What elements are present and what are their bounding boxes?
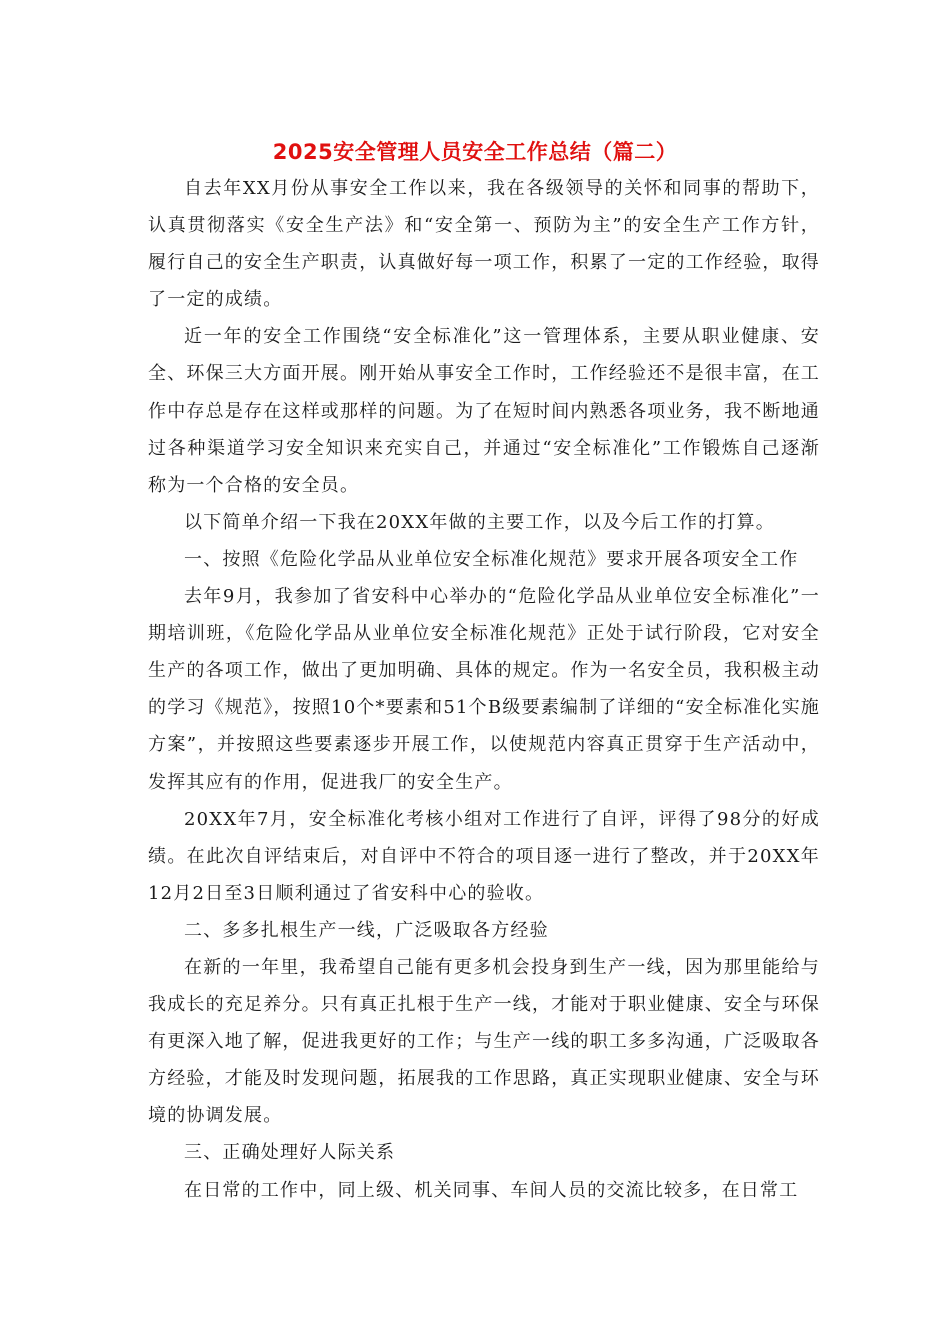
paragraph-frontline: 在新的一年里，我希望自己能有更多机会投身到生产一线，因为那里能给与我成长的充足养分。只有真正扎根于生产一线，才能对于职业健康、安全与环保有更深入地了解，促进我更好的工作；与生产一线的职工多多沟通，广泛吸取各方经验，才能及时发现问题，拓展我的工作思路，真正实现职业健康、安全与环境的协调发展。 [148, 956, 820, 1127]
paragraph-intro: 自去年XX月份从事安全工作以来，我在各级领导的关怀和同事的帮助下，认真贯彻落实《安全生产法》和“安全第一、预防为主”的安全生产工作方针，履行自己的安全生产职责，认真做好每一项工作，积累了一定的工作经验，取得了一定的成绩。 [148, 178, 820, 311]
section-heading-2: 二、多多扎根生产一线，广泛吸取各方经验 [184, 919, 549, 941]
paragraph-summary-lead: 以下简单介绍一下我在20XX年做的主要工作，以及今后工作的打算。 [184, 511, 775, 533]
document-body [148, 170, 820, 1209]
section-heading-1: 一、按照《危险化学品从业单位安全标准化规范》要求开展各项安全工作 [184, 548, 799, 570]
paragraph-overview: 近一年的安全工作围绕“安全标准化”这一管理体系，主要从职业健康、安全、环保三大方面开展。刚开始从事安全工作时，工作经验还不是很丰富，在工作中存总是存在这样或那样的问题。为了在短时间内熟悉各项业务，我不断地通过各种渠道学习安全知识来充实自己，并通过“安全标准化”工作锻炼自己逐渐称为一个合格的安全员。 [148, 326, 820, 496]
paragraph-relations: 在日常的工作中，同上级、机关同事、车间人员的交流比较多，在日常工 [184, 1179, 799, 1201]
section-heading-3: 三、正确处理好人际关系 [184, 1142, 396, 1164]
paragraph-evaluation: 20XX年7月，安全标准化考核小组对工作进行了自评，评得了98分的好成绩。在此次自评结束后，对自评中不符合的项目逐一进行了整改，并于20XX年12月2日至3日顺利通过了省安科中心的验收。 [148, 808, 820, 904]
paragraph-training: 去年9月，我参加了省安科中心举办的“危险化学品从业单位安全标准化”一期培训班，《危险化学品从业单位安全标准化规范》正处于试行阶段，它对安全生产的各项工作，做出了更加明确、具体的规定。作为一名安全员，我积极主动的学习《规范》，按照10个*要素和51个B级要素编制了详细的“安全标准化实施方案”，并按照这些要素逐步开展工作，以使规范内容真正贯穿于生产活动中，发挥其应有的作用，促进我厂的安全生产。 [148, 586, 820, 793]
document-title: 2025安全管理人员安全工作总结（篇二） [272, 140, 678, 164]
